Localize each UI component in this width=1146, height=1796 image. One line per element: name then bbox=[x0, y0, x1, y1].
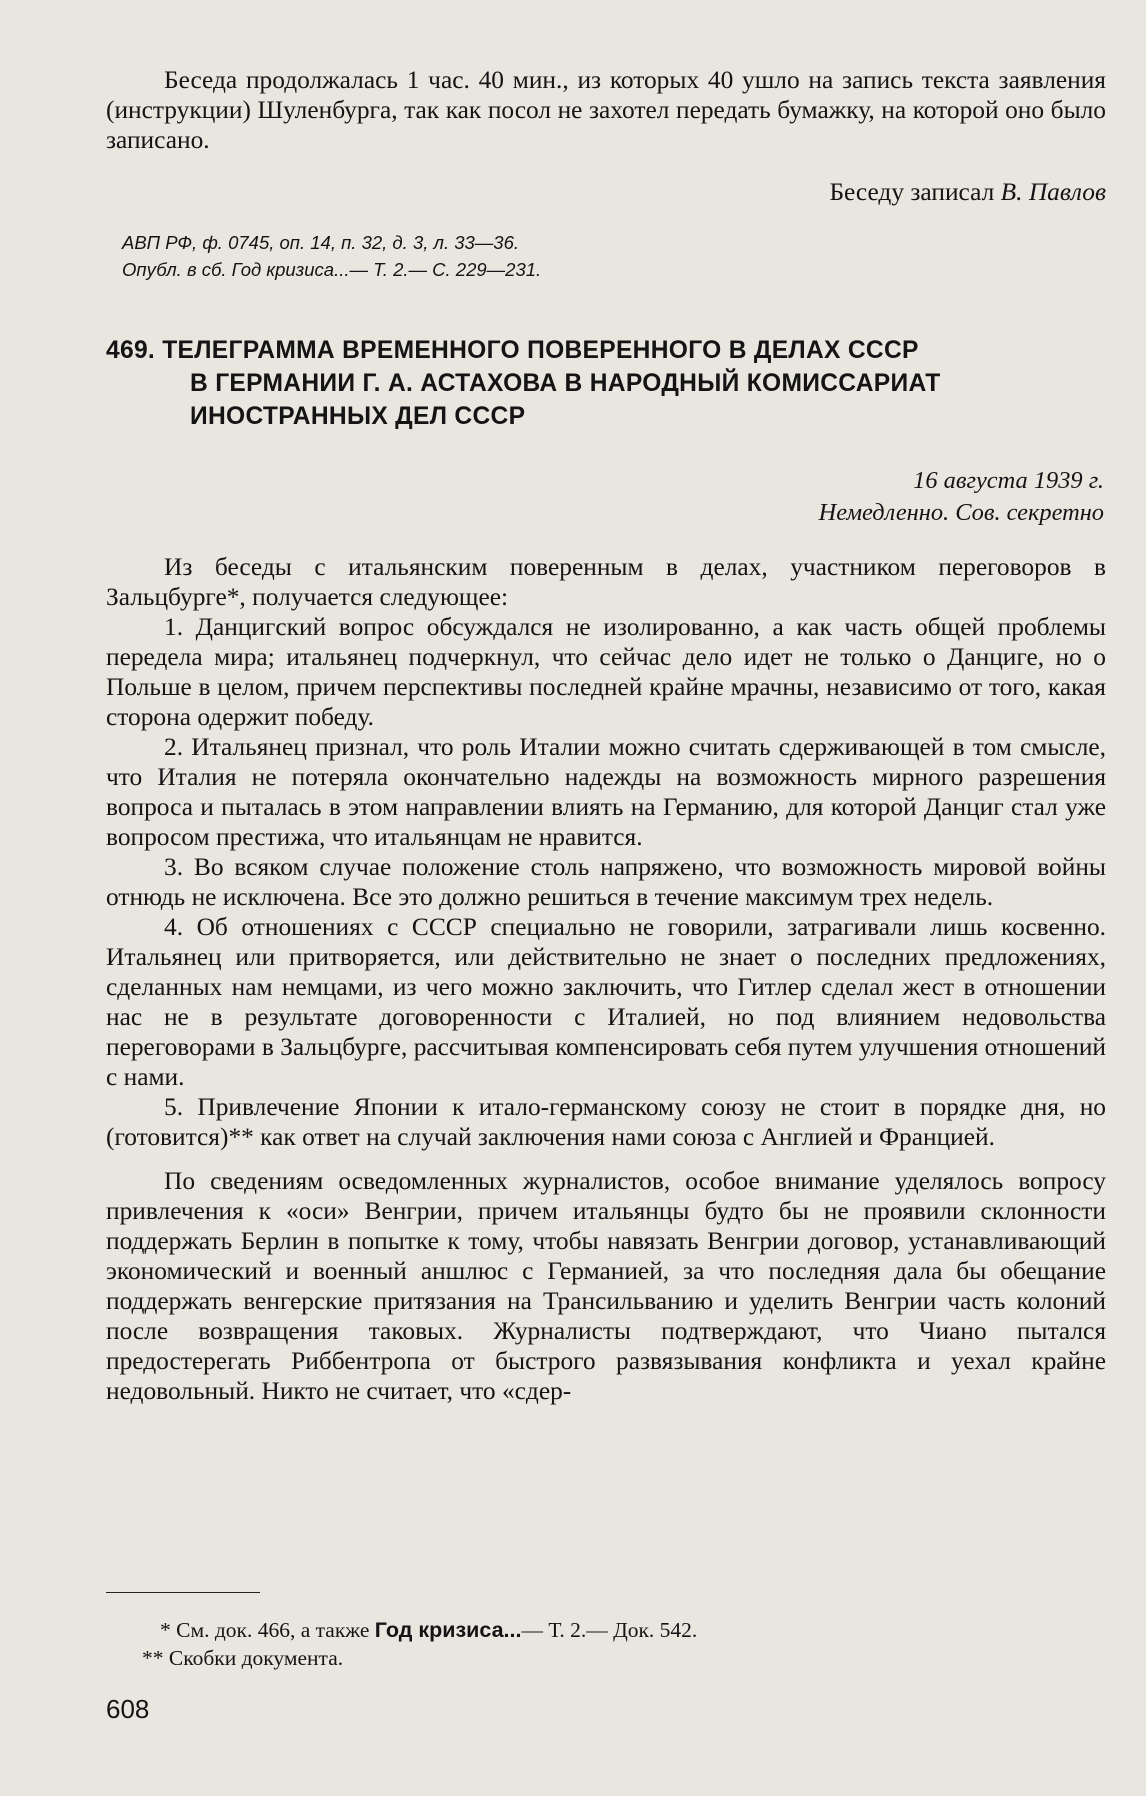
footnote-1-ref: — Т. 2.— Док. 542. bbox=[521, 1618, 698, 1642]
point-4: 4. Об отношениях с СССР специально не говорили, затрагивали лишь косвенно. Итальянец или притворяется, или действительно не знает о последних предложениях, сделанных нам немцами, из чего можно заключить, что Гитлер сделал жест в отношении нас не в результате договоренности с Италией, но под влиянием недовольства переговорами в Зальцбурге, рассчитывая компенсировать себя путем улучшения отношений с нами. bbox=[106, 913, 1106, 1091]
doc-title-line-2: В ГЕРМАНИИ Г. А. АСТАХОВА В НАРОДНЫЙ КОМИССАРИАТ bbox=[190, 370, 941, 397]
point-1: 1. Данцигский вопрос обсуждался не изолированно, а как часть общей проблемы передела мира; итальянец подчеркнул, что сейчас дело идет не только о Данциге, но о Польше в целом, причем перспективы последней крайне мрачны, независимо от того, какая сторона одержит победу. bbox=[106, 613, 1106, 731]
journalists-paragraph: По сведениям осведомленных журналистов, особое внимание уделялось вопросу привлечения к «оси» Венгрии, причем итальянцы будто бы не проявили склонности поддержать Берлин в попытке к тому, чтобы навязать Венгрии договор, устанавливающий экономический и военный аншлюс с Германией, за что последняя дала бы обещание поддержать венгерские притязания на Трансильванию и уделить Венгрии часть колоний после возвращения таковых. Журналисты подтверждают, что Чиано пытался предостерегать Риббентропа от быстрого развязывания конфликта и уехал крайне недовольный. Никто не считает, что «сдер- bbox=[106, 1167, 1106, 1405]
recorded-by-label: Беседу записал bbox=[829, 178, 1001, 206]
footnote-1-title: Год кризиса... bbox=[374, 1618, 522, 1642]
document-title bbox=[106, 334, 1106, 433]
intro-block bbox=[106, 65, 1106, 207]
archive-source bbox=[122, 229, 1082, 283]
point-5: 5. Привлечение Японии к итало-германскому союзу не стоит в порядке дня, но (готовится)** как ответ на случай заключения нами союза с Англией и Францией. bbox=[106, 1093, 1106, 1151]
footnotes bbox=[142, 1616, 1060, 1672]
doc-title-line-1: 469. ТЕЛЕГРАММА ВРЕМЕННОГО ПОВЕРЕННОГО В ДЕЛАХ СССР bbox=[106, 337, 919, 364]
recorded-by-name: В. Павлов bbox=[1000, 178, 1106, 206]
point-3: 3. Во всяком случае положение столь напряжено, что возможность мировой войны отнюдь не исключена. Все это должно решиться в течение максимум трех недель. bbox=[106, 853, 1106, 911]
footnote-1 bbox=[160, 1616, 1060, 1644]
point-2: 2. Итальянец признал, что роль Италии можно считать сдерживающей в том смысле, что Италия не потеряла окончательно надежды на возможность мирного разрешения вопроса и пыталась в этом направлении влиять на Германию, для которой Данциг стал уже вопросом престижа, что итальянцам не нравится. bbox=[106, 733, 1106, 851]
intro-paragraph: Беседа продолжалась 1 час. 40 мин., из которых 40 ушло на запись текста заявления (инструкции) Шуленбурга, так как посол не захотел передать бумажку, на которой оно было записано. bbox=[106, 66, 1106, 154]
document-date: 16 августа 1939 г. bbox=[913, 467, 1104, 494]
footnote-1-text: * См. док. 466, а также bbox=[160, 1618, 375, 1642]
footnote-divider bbox=[106, 1592, 260, 1593]
date-block bbox=[819, 465, 1104, 529]
classification-mark: Немедленно. Сов. секретно bbox=[818, 499, 1104, 526]
body-lead: Из беседы с итальянским поверенным в делах, участником переговоров в Зальцбурге*, получается следующее: bbox=[106, 553, 1106, 611]
doc-title-line-3: ИНОСТРАННЫХ ДЕЛ СССР bbox=[190, 403, 526, 430]
recorded-by bbox=[106, 177, 1106, 207]
page-number: 608 bbox=[106, 1694, 150, 1724]
telegram-body bbox=[106, 552, 1106, 1406]
source-line-2: Опубл. в сб. Год кризиса...— Т. 2.— С. 229—231. bbox=[122, 259, 542, 280]
footnote-2: ** Скобки документа. bbox=[142, 1646, 344, 1670]
source-line-1: АВП РФ, ф. 0745, оп. 14, п. 32, д. 3, л. 33—36. bbox=[122, 232, 520, 253]
